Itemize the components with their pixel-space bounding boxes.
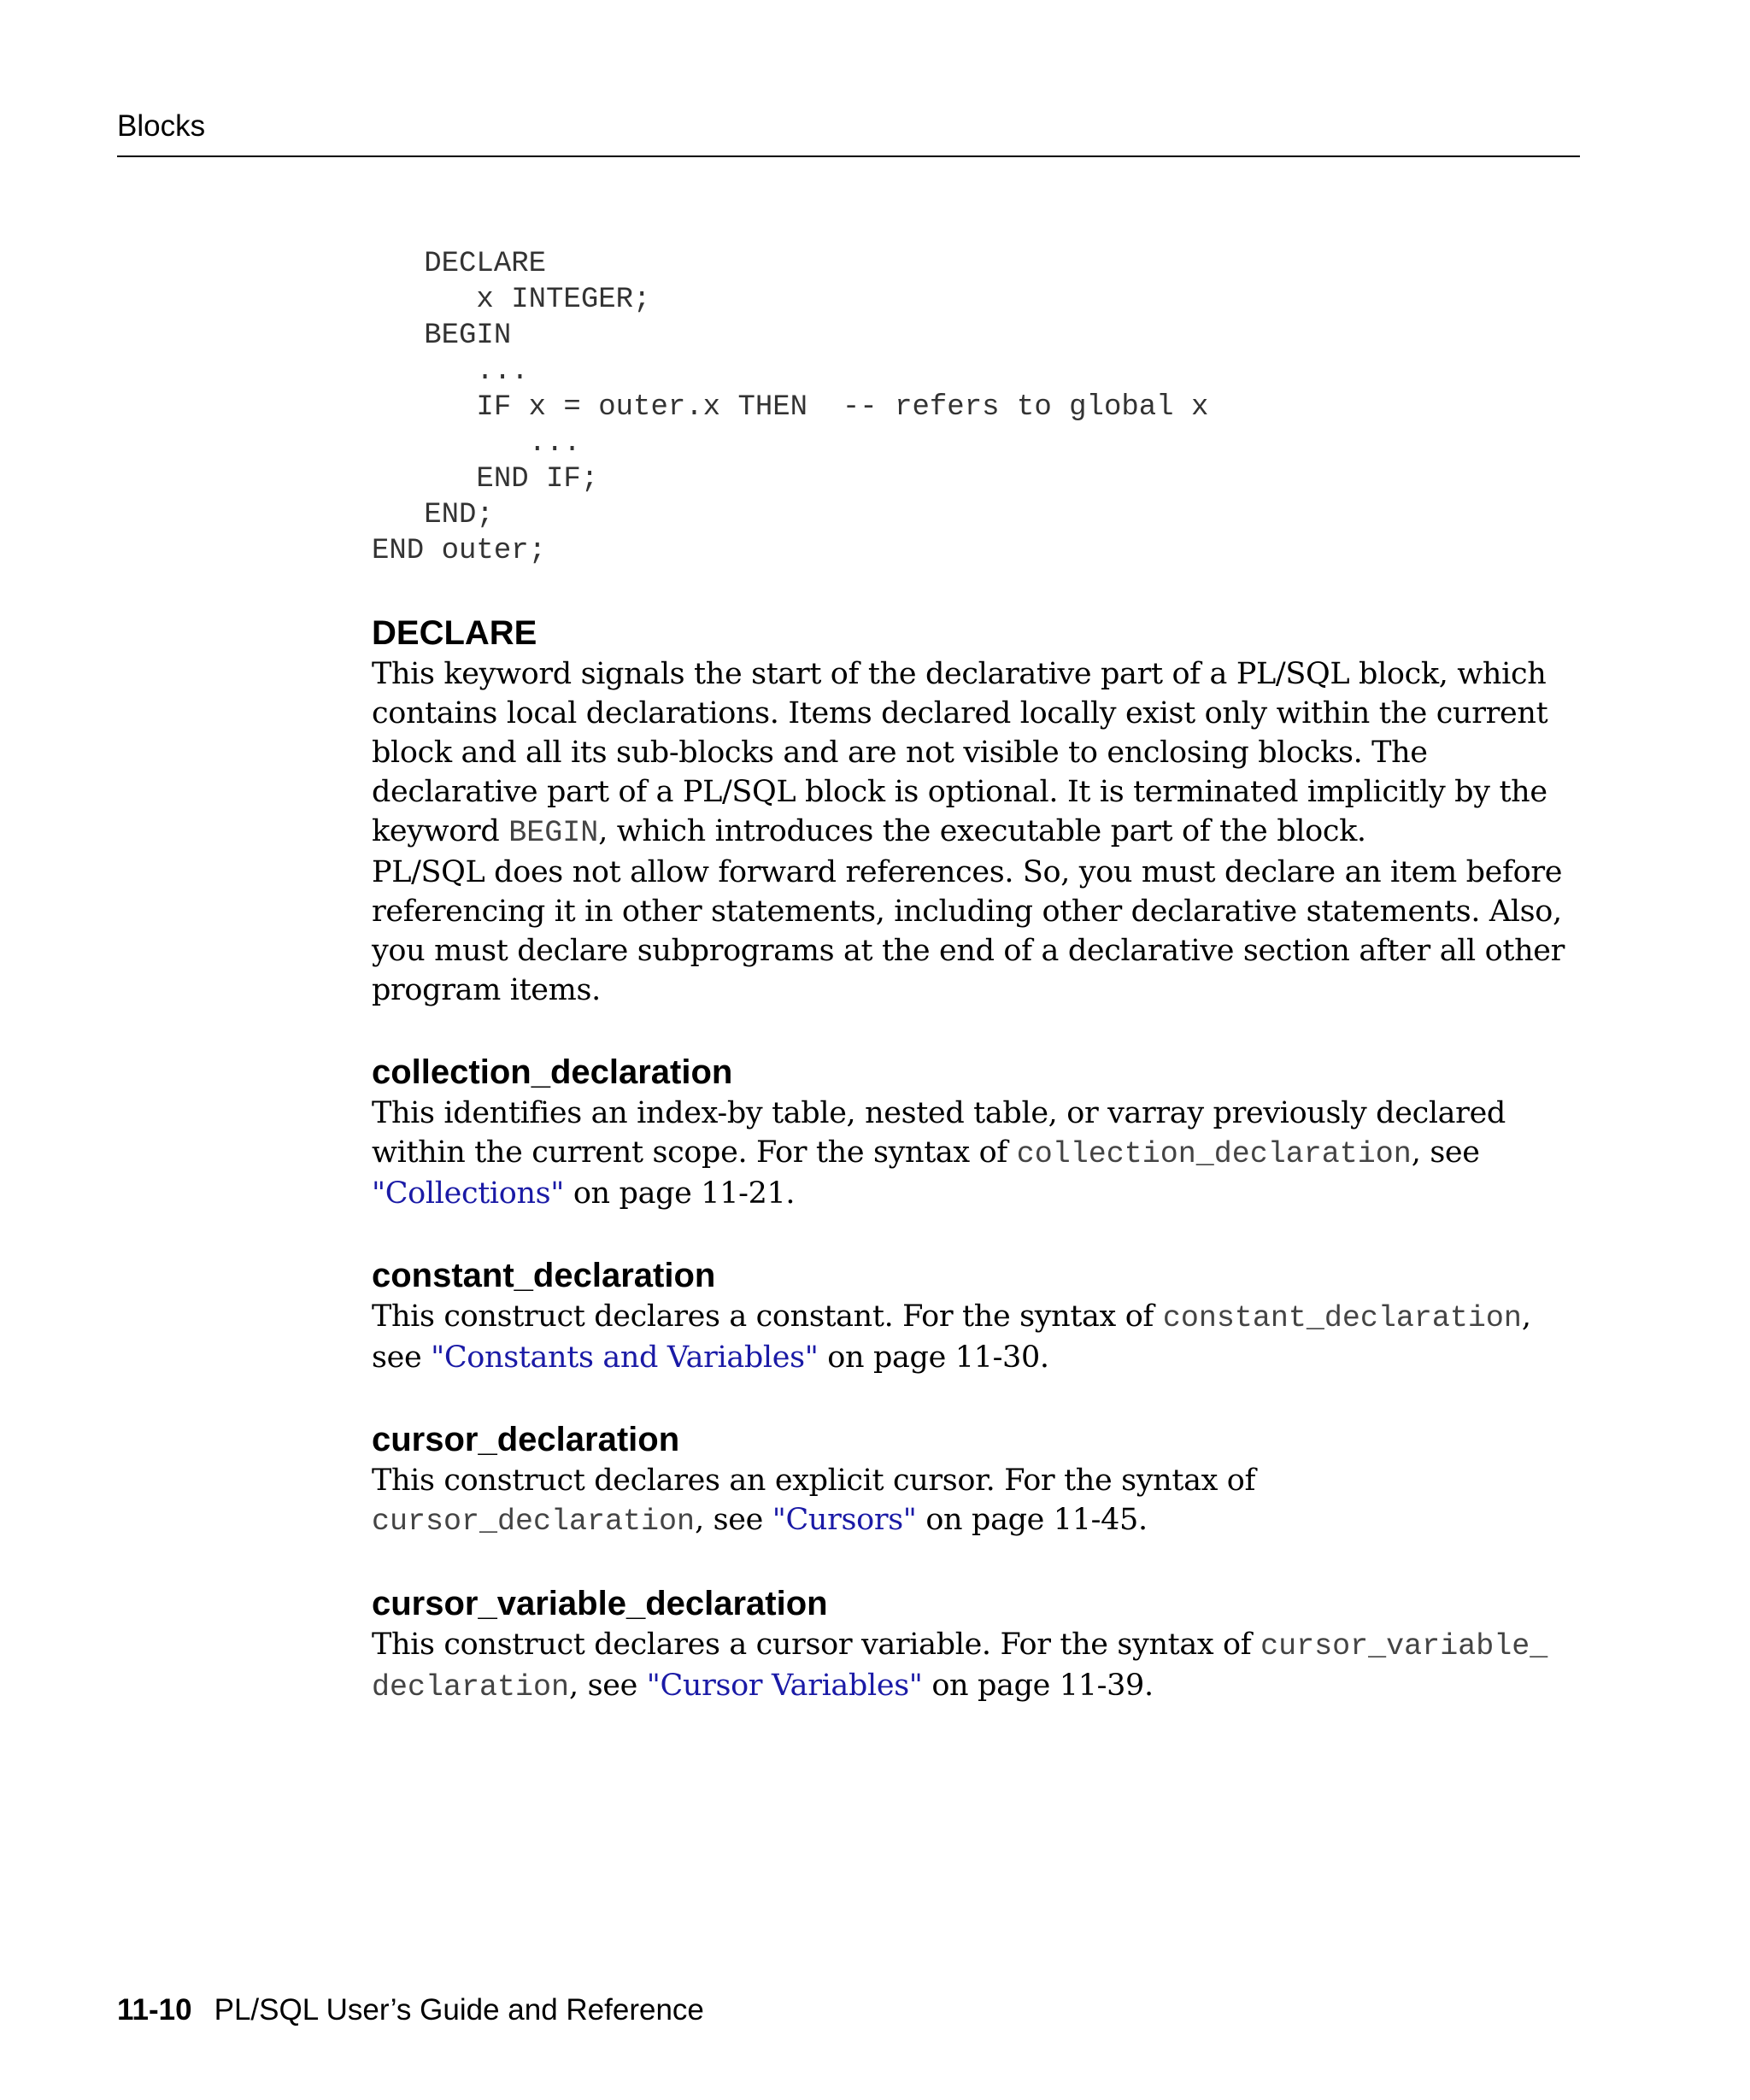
text-run: , which introduces the executable part of the block. (598, 814, 1366, 848)
section-heading-cursor-variable-declaration: cursor_variable_declaration (372, 1585, 828, 1622)
section-heading-declare: DECLARE (372, 614, 537, 652)
book-title: PL/SQL User’s Guide and Reference (214, 1993, 704, 2027)
link-cursor-variables[interactable]: "Cursor Variables" (646, 1669, 923, 1703)
section-cursor-declaration (372, 1418, 1585, 1541)
inline-code: declaration (372, 1670, 570, 1704)
code-line: BEGIN (372, 320, 512, 352)
code-line: IF x = outer.x THEN -- refers to global x (372, 391, 1209, 424)
section-cursor-variable-declaration (372, 1582, 1585, 1707)
code-line: END outer; (372, 535, 547, 567)
link-constants-and-variables[interactable]: "Constants and Variables" (431, 1340, 819, 1375)
page-number: 11-10 (117, 1993, 192, 2027)
inline-code: cursor_variable_ (1260, 1629, 1548, 1663)
text-run: This construct declares an explicit cursor. For the syntax of (372, 1464, 1256, 1498)
running-header: Blocks (117, 109, 206, 143)
text-run: on page 11-21. (564, 1176, 796, 1211)
inline-code-begin: BEGIN (508, 816, 599, 850)
text-run: This keyword signals the start of the declarative part of a PL/SQL block, which contains local declarations. Items declared locally exist only within the current block and all its sub-blocks and are not visible to enclosing blocks. The declarative part of a PL/SQL block is optional. It is terminated implicitly by the keyword (372, 657, 1548, 848)
text-run: on page 11-39. (922, 1669, 1154, 1703)
code-example (372, 246, 1585, 569)
code-line: END IF; (372, 463, 599, 496)
code-line: END; (372, 499, 494, 531)
link-cursors[interactable]: "Cursors" (772, 1503, 917, 1537)
declare-paragraph-2: PL/SQL does not allow forward references. So, you must declare an item before referencing it in other statements, including other declarative statements. Also, you must declare subprograms at the end of a declarative section after all other program items. (372, 855, 1565, 1007)
text-run: on page 11-30. (818, 1340, 1049, 1375)
constant-declaration-paragraph (372, 1297, 1585, 1377)
section-collection-declaration (372, 1051, 1585, 1213)
declare-paragraph-1 (372, 654, 1585, 853)
cursor-variable-declaration-paragraph (372, 1625, 1585, 1707)
link-collections[interactable]: "Collections" (372, 1176, 565, 1211)
collection-declaration-paragraph (372, 1094, 1585, 1213)
code-line: ... (372, 355, 529, 388)
code-line: x INTEGER; (372, 284, 651, 316)
text-run: , see (569, 1669, 647, 1703)
text-run: on page 11-45. (916, 1503, 1148, 1537)
section-heading-cursor-declaration: cursor_declaration (372, 1421, 680, 1458)
text-run: , see (695, 1503, 772, 1537)
running-footer (117, 1991, 704, 2029)
inline-code: cursor_declaration (372, 1505, 696, 1539)
code-line: ... (372, 427, 581, 460)
text-run: , see (372, 1299, 1531, 1375)
inline-code: constant_declaration (1162, 1301, 1522, 1335)
text-run: This construct declares a constant. For the syntax of (372, 1299, 1163, 1334)
header-rule (117, 155, 1580, 157)
inline-code: collection_declaration (1016, 1137, 1412, 1171)
cursor-declaration-paragraph (372, 1461, 1585, 1541)
text-run: , see (1411, 1135, 1480, 1170)
section-constant-declaration (372, 1254, 1585, 1377)
text-run: This identifies an index-by table, nested table, or varray previously declared within the current scope. For the syntax of (372, 1096, 1506, 1170)
section-heading-collection-declaration: collection_declaration (372, 1053, 733, 1091)
text-run: This construct declares a cursor variable. For the syntax of (372, 1628, 1261, 1662)
code-line: DECLARE (372, 248, 547, 280)
page-content (372, 246, 1585, 1707)
section-heading-constant-declaration: constant_declaration (372, 1257, 716, 1294)
section-declare (372, 612, 1585, 1010)
